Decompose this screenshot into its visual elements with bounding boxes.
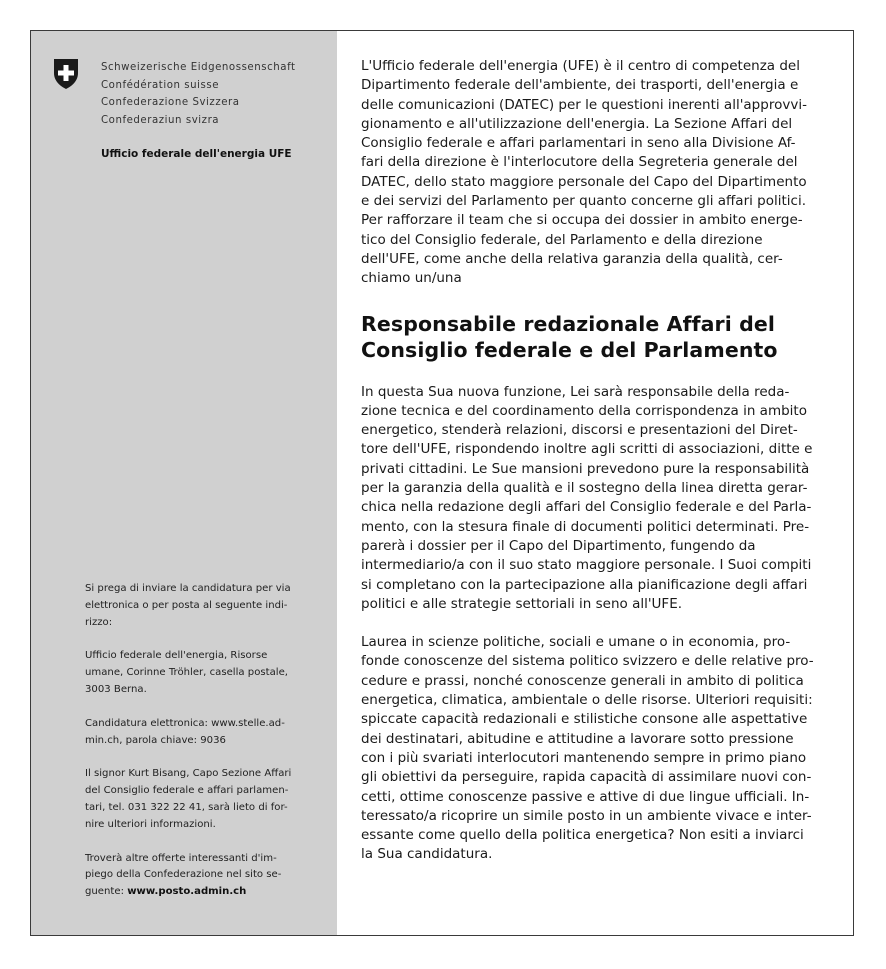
contact-person: Il signor Kurt Bisang, Capo Sezione Affari del Consiglio federale e affari parlamen- tari, tel. 031 322 22 41, sarà lieto di for- nire ulteriori informazioni. [85, 768, 292, 830]
confederation-name-fr: Confédération suisse [101, 79, 220, 91]
confederation-name-de: Schweizerische Eidgenossenschaft [101, 62, 296, 73]
duties-paragraph: In questa Sua nuova funzione, Lei sarà responsabile della reda- zione tecnica e del coordinamento della corrispondenza in ambito energetico, stenderà relazioni, discorsi e presentazioni del Diret- tore dell'UFE, rispondendo inoltre agli scritti di associazioni, ditte e privati cittadini. Le Sue mansioni prevedono pure la responsabilità per la garanzia della qualità e il sostegno della linea diretta gerar- chica nella redazione degli affari del Consiglio federale e del Parla- mento, con la stesura finale di documenti politici determinati. Pre- parerà i dossier per il Capo del Dipartimento, fungendo da intermediario/a con il suo stato maggiore personale. I Suoi compiti si completano con la partecipazione alla pianificazione degli affari politici e alle strategie settoriali in seno all'UFE. [361, 383, 813, 612]
main-content [337, 31, 853, 935]
job-ad-frame [30, 30, 854, 936]
other-offers-note: Troverà altre offerte interessanti d'im- piego della Confederazione nel sito se- guente: www.posto.admin.ch [85, 852, 282, 898]
application-instructions: Si prega di inviare la candidatura per via elettronica o per posta al seguente indi- rizzo: [85, 583, 291, 628]
swiss-crest-icon [53, 58, 79, 90]
job-portal-link[interactable]: www.posto.admin.ch [127, 886, 247, 898]
job-title: Responsabile redazionale Affari del Consiglio federale e del Parlamento [361, 311, 778, 362]
requirements-paragraph: Laurea in scienze politiche, sociali e umane o in economia, pro- fonde conoscenze del sistema politico svizzero e delle relative pro- cedure e prassi, nonché conoscenze generali in ambito di politica energetica, climatica, ambientale o delle risorse. Ulteriori requisiti: spiccate capacità redazionali e stilistiche consone alle aspettative dei destinatari, abitudine e attitudine a lavorare sotto pressione con i più svariati interlocutori mantenendo sempre in primo piano gli obiettivi da perseguire, rapida capacità di assimilare nuovi con- cetti, ottime conoscenze passive e attive di due lingue ufficiali. In- teressato/a ricoprire un simile posto in un ambiente vivace e inter- essante come quello della politica energetica? Non esiti a inviarci la Sua candidatura. [361, 634, 814, 863]
intro-paragraph: L'Ufficio federale dell'energia (UFE) è il centro di competenza del Dipartimento federale dell'ambiente, dei trasporti, dell'energia e delle comunicazioni (DATEC) per le questioni inerenti all'approvvi- gionamento e all'utilizzazione dell'energia. La Sezione Affari del Consiglio federale e affari parlamentari in seno alla Divisione Af- fari della direzione è l'interlocutore della Segreteria generale del DATEC, dello stato maggiore personale del Capo del Dipartimento e dei servizi del Parlamento per quanto concerne gli affari politici. Per rafforzare il team che si occupa dei dossier in ambito energe- tico del Consiglio federale, del Parlamento e della direzione dell'UFE, come anche della relativa garanzia della qualità, cer- chiamo un/una [361, 58, 807, 287]
sidebar [31, 31, 337, 935]
postal-address: Ufficio federale dell'energia, Risorse umane, Corinne Tröhler, casella postale, 3003 Berna. [85, 650, 289, 695]
office-name: Ufficio federale dell'energia UFE [101, 148, 292, 160]
confederation-name-it: Confederazione Svizzera [101, 97, 240, 108]
application-info [85, 581, 321, 918]
confederation-name-rm: Confederaziun svizra [101, 114, 220, 126]
electronic-application: Candidatura elettronica: www.stelle.ad- min.ch, parola chiave: 9036 [85, 717, 285, 746]
confederation-names [101, 59, 296, 129]
